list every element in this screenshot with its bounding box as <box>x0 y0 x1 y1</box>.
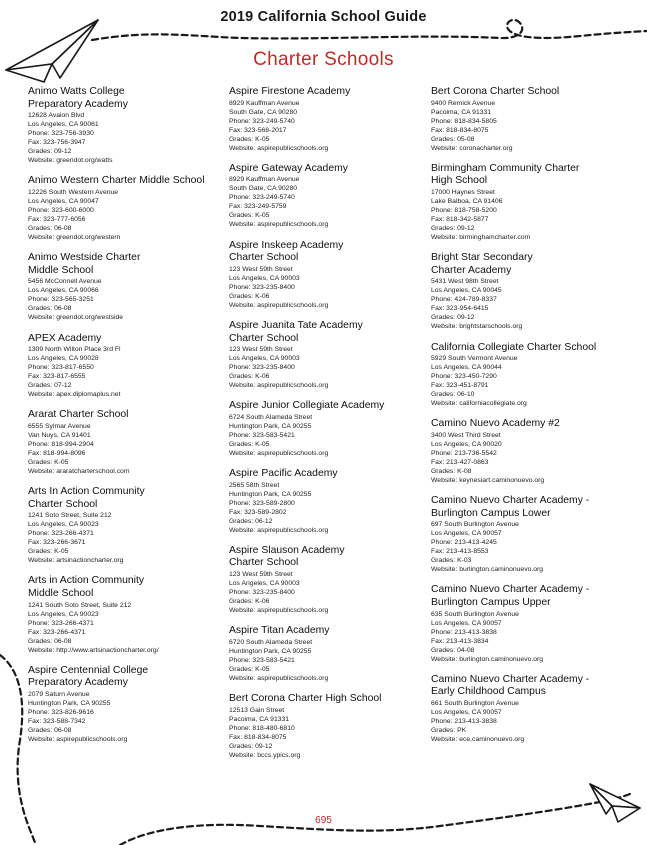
school-detail: Grades: K-06 <box>229 292 270 300</box>
school-detail: Phone: 323-249-5740 <box>229 194 295 202</box>
school-detail: Los Angeles, CA 90066 <box>28 287 99 295</box>
school-detail: Fax: 323-756-3947 <box>28 139 86 147</box>
school-detail: Grades: K-06 <box>229 373 270 381</box>
school-detail: Fax: 323-266-4371 <box>28 628 86 636</box>
school-detail: Grades: K-05 <box>229 665 270 673</box>
school-detail: Grades: K-05 <box>229 212 270 220</box>
school-name: Preparatory Academy <box>28 677 128 689</box>
school-entry <box>229 693 441 760</box>
school-detail: Los Angeles, CA 90003 <box>229 355 300 363</box>
school-detail: Phone: 323-266-4371 <box>28 530 94 538</box>
school-detail: 697 South Burlington Avenue <box>431 521 519 529</box>
school-website: Website: aspirepublicschools.org <box>229 301 329 309</box>
school-entry <box>431 86 643 153</box>
school-detail: Phone: 213-413-3838 <box>431 718 497 726</box>
school-detail: Fax: 818-834-8075 <box>229 733 287 741</box>
school-name: High School <box>431 175 488 187</box>
school-name: Burlington Campus Upper <box>431 597 551 609</box>
school-name: Camino Nuevo Charter Academy - <box>431 495 590 507</box>
school-detail: Phone: 323-756-3930 <box>28 130 94 138</box>
school-website: Website: bccs.ypics.org <box>229 751 301 759</box>
school-detail: 8929 Kauffman Avenue <box>229 176 300 184</box>
school-website: Website: aspirepublicschools.org <box>229 144 329 152</box>
school-entry <box>28 175 240 242</box>
school-detail: Huntington Park, CA 90255 <box>229 422 312 430</box>
school-website: Website: aspirepublicschools.org <box>28 736 128 744</box>
school-detail: Phone: 323-583-5421 <box>229 656 295 664</box>
school-entry <box>431 584 643 663</box>
school-detail: Grades: K-05 <box>229 440 270 448</box>
school-detail: Phone: 323-249-5740 <box>229 117 295 125</box>
school-detail: Van Nuys, CA 91401 <box>28 431 91 439</box>
school-website: Website: http://www.artsinactioncharter.org/ <box>28 646 159 654</box>
school-detail: Phone: 213-413-4245 <box>431 539 497 547</box>
school-entry <box>229 240 441 310</box>
school-name: Aspire Slauson Academy <box>229 544 345 556</box>
school-entry <box>28 575 240 654</box>
school-detail: Phone: 323-235-8400 <box>229 283 295 291</box>
school-detail: 1241 South Soto Street, Suite 212 <box>28 601 132 609</box>
school-detail: Phone: 213-736-5542 <box>431 449 497 457</box>
school-detail: Phone: 818-994-2904 <box>28 440 94 448</box>
school-name: Aspire Firestone Academy <box>229 86 351 97</box>
school-name: Aspire Juanita Tate Academy <box>229 319 363 331</box>
school-name: Middle School <box>28 588 94 600</box>
school-detail: Los Angeles, CA 90023 <box>28 610 99 618</box>
school-name: Birmingham Community Charter <box>431 162 580 174</box>
school-detail: 1309 North Wilton Place 3rd Fl <box>28 346 121 354</box>
school-website: Website: greendot.org/watts <box>28 157 113 165</box>
school-detail: Grades: K-03 <box>431 557 472 565</box>
school-website: Website: birminghamcharter.com <box>431 233 531 241</box>
school-detail: 123 West 59th Street <box>229 571 293 579</box>
school-website: Website: artsinactioncharter.org <box>28 557 124 565</box>
school-entry <box>229 545 441 615</box>
school-detail: Grades: K-06 <box>229 598 270 606</box>
school-website: Website: aspirepublicschools.org <box>229 607 329 615</box>
school-website: Website: brightstarschools.org <box>431 323 523 331</box>
school-detail: Grades: 05-08 <box>431 135 475 143</box>
school-website: Website: aspirepublicschools.org <box>229 526 329 534</box>
school-detail: Los Angeles, CA 90047 <box>28 197 99 205</box>
school-detail: Grades: 09-12 <box>28 148 72 156</box>
school-detail: 3400 West Third Street <box>431 431 501 439</box>
school-name: Camino Nuevo Academy #2 <box>431 418 560 430</box>
school-detail: 5456 McConnell Avenue <box>28 278 102 286</box>
page-number: 695 <box>315 815 332 826</box>
school-detail: Phone: 323-266-4371 <box>28 619 94 627</box>
school-name: Arts in Action Community <box>28 575 145 587</box>
school-detail: 1241 Soto Street, Suite 212 <box>28 512 112 520</box>
school-name: Camino Nuevo Charter Academy - <box>431 673 590 685</box>
school-detail: Fax: 818-342-5877 <box>431 215 489 223</box>
school-entry <box>229 400 441 458</box>
school-detail: Grades: K-08 <box>431 467 472 475</box>
school-detail: 2079 Saturn Avenue <box>28 691 90 699</box>
school-name: California Collegiate Charter School <box>431 341 597 353</box>
school-detail: Fax: 323-568-2017 <box>229 126 287 134</box>
school-name: Aspire Inskeep Academy <box>229 239 344 251</box>
school-detail: 9400 Remick Avenue <box>431 99 496 107</box>
school-entry <box>28 252 240 322</box>
school-detail: Fax: 818-834-8075 <box>431 126 489 134</box>
school-name: Arts In Action Community <box>28 486 145 498</box>
school-detail: Phone: 323-817-6550 <box>28 364 94 372</box>
school-detail: Grades: 04-08 <box>431 646 475 654</box>
school-entry <box>28 409 240 476</box>
school-detail: Lake Balboa, CA 91406 <box>431 197 503 205</box>
school-detail: Fax: 323-589-2802 <box>229 508 287 516</box>
school-detail: Phone: 818-480-6810 <box>229 724 295 732</box>
school-website: Website: burlington.caminonuevo.org <box>431 566 544 574</box>
school-detail: Grades: 09-12 <box>431 224 475 232</box>
school-detail: Huntington Park, CA 90255 <box>28 700 111 708</box>
school-detail: Fax: 323-249-5759 <box>229 203 287 211</box>
school-detail: 661 South Burlington Avenue <box>431 700 519 708</box>
school-detail: Pacoima, CA 91331 <box>431 108 492 116</box>
school-detail: 5431 West 98th Street <box>431 278 499 286</box>
school-entry <box>431 163 643 242</box>
guide-title: 2019 California School Guide <box>220 9 427 25</box>
school-column-1 <box>28 86 240 754</box>
school-name: Bright Star Secondary <box>431 252 533 264</box>
school-detail: Fax: 213-413-3834 <box>431 637 489 645</box>
school-website: Website: aspirepublicschools.org <box>229 674 329 682</box>
school-entry <box>229 625 441 683</box>
school-name: Aspire Centennial College <box>28 664 149 676</box>
school-detail: 6555 Sylmar Avenue <box>28 422 91 430</box>
school-detail: Fax: 323-451-8791 <box>431 382 489 390</box>
school-entry <box>28 486 240 565</box>
school-detail: Grades: 06-12 <box>229 517 273 525</box>
school-website: Website: ece.caminonuevo.org <box>431 736 525 744</box>
school-detail: Phone: 323-583-5421 <box>229 431 295 439</box>
school-detail: Los Angeles, CA 90023 <box>28 521 99 529</box>
school-detail: Los Angeles, CA 90003 <box>229 274 300 282</box>
school-detail: Fax: 213-413-8553 <box>431 548 489 556</box>
school-detail: Phone: 323-235-8400 <box>229 589 295 597</box>
school-detail: Los Angeles, CA 90044 <box>431 364 502 372</box>
school-detail: Los Angeles, CA 90045 <box>431 287 502 295</box>
school-entry <box>229 320 441 390</box>
school-name: Charter Academy <box>431 264 512 276</box>
school-detail: 12226 South Western Avenue <box>28 188 119 196</box>
school-entry <box>431 674 643 744</box>
school-detail: Grades: PK <box>431 727 467 735</box>
school-entry <box>28 86 240 165</box>
school-detail: Los Angeles, CA 90057 <box>431 619 502 627</box>
school-entry <box>431 252 643 331</box>
school-detail: Fax: 818-994-8096 <box>28 449 86 457</box>
school-detail: Los Angeles, CA 90028 <box>28 355 99 363</box>
school-website: Website: greendot.org/westside <box>28 314 124 322</box>
school-website: Website: keynesiart.caminonuevo.org <box>431 476 545 484</box>
school-detail: South Gate, CA 90280 <box>229 108 298 116</box>
school-detail: Los Angeles, CA 90020 <box>431 440 502 448</box>
school-detail: Pacoima, CA 91331 <box>229 715 290 723</box>
school-name: Animo Western Charter Middle School <box>28 175 205 187</box>
school-detail: Phone: 323-589-2800 <box>229 499 295 507</box>
school-detail: 635 South Burlington Avenue <box>431 610 519 618</box>
school-name: Charter School <box>229 557 299 569</box>
section-title: Charter Schools <box>253 49 394 70</box>
school-detail: Los Angeles, CA 90057 <box>431 530 502 538</box>
school-detail: Phone: 323-235-8400 <box>229 364 295 372</box>
school-name: APEX Academy <box>28 332 102 344</box>
school-detail: South Gate, CA 90280 <box>229 185 298 193</box>
school-website: Website: burlington.caminonuevo.org <box>431 655 544 663</box>
school-detail: Grades: 06-10 <box>431 391 475 399</box>
school-detail: Fax: 213-427-0863 <box>431 458 489 466</box>
school-detail: 8929 Kauffman Avenue <box>229 99 300 107</box>
school-detail: Los Angeles, CA 90061 <box>28 121 99 129</box>
school-detail: Phone: 213-413-3838 <box>431 628 497 636</box>
school-detail: 123 West 59th Street <box>229 265 293 273</box>
school-detail: Grades: K-05 <box>229 135 270 143</box>
school-detail: Grades: K-05 <box>28 548 69 556</box>
school-website: Website: aspirepublicschools.org <box>229 221 329 229</box>
school-detail: Phone: 323-450-7290 <box>431 373 497 381</box>
school-name: Aspire Gateway Academy <box>229 162 348 174</box>
school-name: Burlington Campus Lower <box>431 507 551 519</box>
school-detail: Huntington Park, CA 90255 <box>229 647 312 655</box>
school-detail: Grades: 06-08 <box>28 727 72 735</box>
school-detail: Phone: 323-826-9616 <box>28 709 94 717</box>
school-name: Charter School <box>229 332 299 344</box>
school-detail: 12628 Avalon Blvd <box>28 112 85 120</box>
school-entry <box>229 163 441 230</box>
school-detail: 5929 South Vermont Avenue <box>431 355 518 363</box>
school-name: Charter School <box>28 498 98 510</box>
school-detail: Fax: 323-777-6056 <box>28 215 86 223</box>
school-detail: 123 West 59th Street <box>229 346 293 354</box>
school-detail: 6724 South Alameda Street <box>229 413 313 421</box>
school-entry <box>28 333 240 400</box>
school-column-2 <box>229 86 441 770</box>
school-detail: 2565 58th Street <box>229 481 280 489</box>
school-website: Website: coronacharter.org <box>431 144 513 152</box>
school-detail: Los Angeles, CA 90057 <box>431 709 502 717</box>
school-column-3 <box>431 86 643 754</box>
school-detail: Phone: 323-600-6000 <box>28 206 94 214</box>
school-entry <box>431 495 643 574</box>
school-detail: Phone: 323-565-3251 <box>28 296 94 304</box>
school-detail: Grades: K-05 <box>28 458 69 466</box>
school-name: Animo Westside Charter <box>28 252 141 264</box>
school-detail: Huntington Park, CA 90255 <box>229 490 312 498</box>
school-website: Website: greendot.org/western <box>28 233 121 241</box>
school-website: Website: californiacollegiate.org <box>431 400 527 408</box>
school-detail: Fax: 323-588-7342 <box>28 718 86 726</box>
school-detail: Fax: 323-266-3671 <box>28 539 86 547</box>
school-name: Camino Nuevo Charter Academy - <box>431 584 590 596</box>
school-detail: Fax: 323-954-6415 <box>431 305 489 313</box>
school-entry <box>431 342 643 409</box>
school-detail: Phone: 424-789-8337 <box>431 296 497 304</box>
school-website: Website: araratcharterschool.com <box>28 467 130 475</box>
school-detail: 6720 South Alameda Street <box>229 638 313 646</box>
school-entry <box>229 86 441 153</box>
school-website: Website: aspirepublicschools.org <box>229 382 329 390</box>
school-name: Charter School <box>229 252 299 264</box>
school-detail: Grades: 09-12 <box>229 742 273 750</box>
school-name: Ararat Charter School <box>28 409 129 421</box>
school-name: Bert Corona Charter High School <box>229 693 382 705</box>
school-website: Website: aspirepublicschools.org <box>229 449 329 457</box>
school-entry <box>229 468 441 535</box>
school-name: Middle School <box>28 264 94 276</box>
school-detail: Phone: 818-834-5805 <box>431 117 497 125</box>
school-detail: Grades: 06-08 <box>28 637 72 645</box>
school-detail: Phone: 818-758-5200 <box>431 206 497 214</box>
school-name: Bert Corona Charter School <box>431 86 560 97</box>
school-detail: Grades: 07-12 <box>28 382 72 390</box>
school-detail: Grades: 09-12 <box>431 314 475 322</box>
school-name: Aspire Junior Collegiate Academy <box>229 400 385 412</box>
school-name: Animo Watts College <box>28 86 125 97</box>
school-website: Website: apex.diplomaplus.net <box>28 391 121 399</box>
school-entry <box>28 665 240 744</box>
school-name: Aspire Pacific Academy <box>229 468 338 480</box>
school-detail: Grades: 06-08 <box>28 224 72 232</box>
school-entry <box>431 418 643 485</box>
school-detail: 17000 Haynes Street <box>431 188 495 196</box>
school-name: Aspire Titan Academy <box>229 625 330 637</box>
school-detail: Fax: 323-817-6555 <box>28 373 86 381</box>
school-detail: Grades: 06-08 <box>28 305 72 313</box>
school-detail: Los Angeles, CA 90003 <box>229 580 300 588</box>
school-name: Early Childhood Campus <box>431 686 546 698</box>
school-name: Preparatory Academy <box>28 98 128 110</box>
school-detail: 12513 Gain Street <box>229 706 285 714</box>
